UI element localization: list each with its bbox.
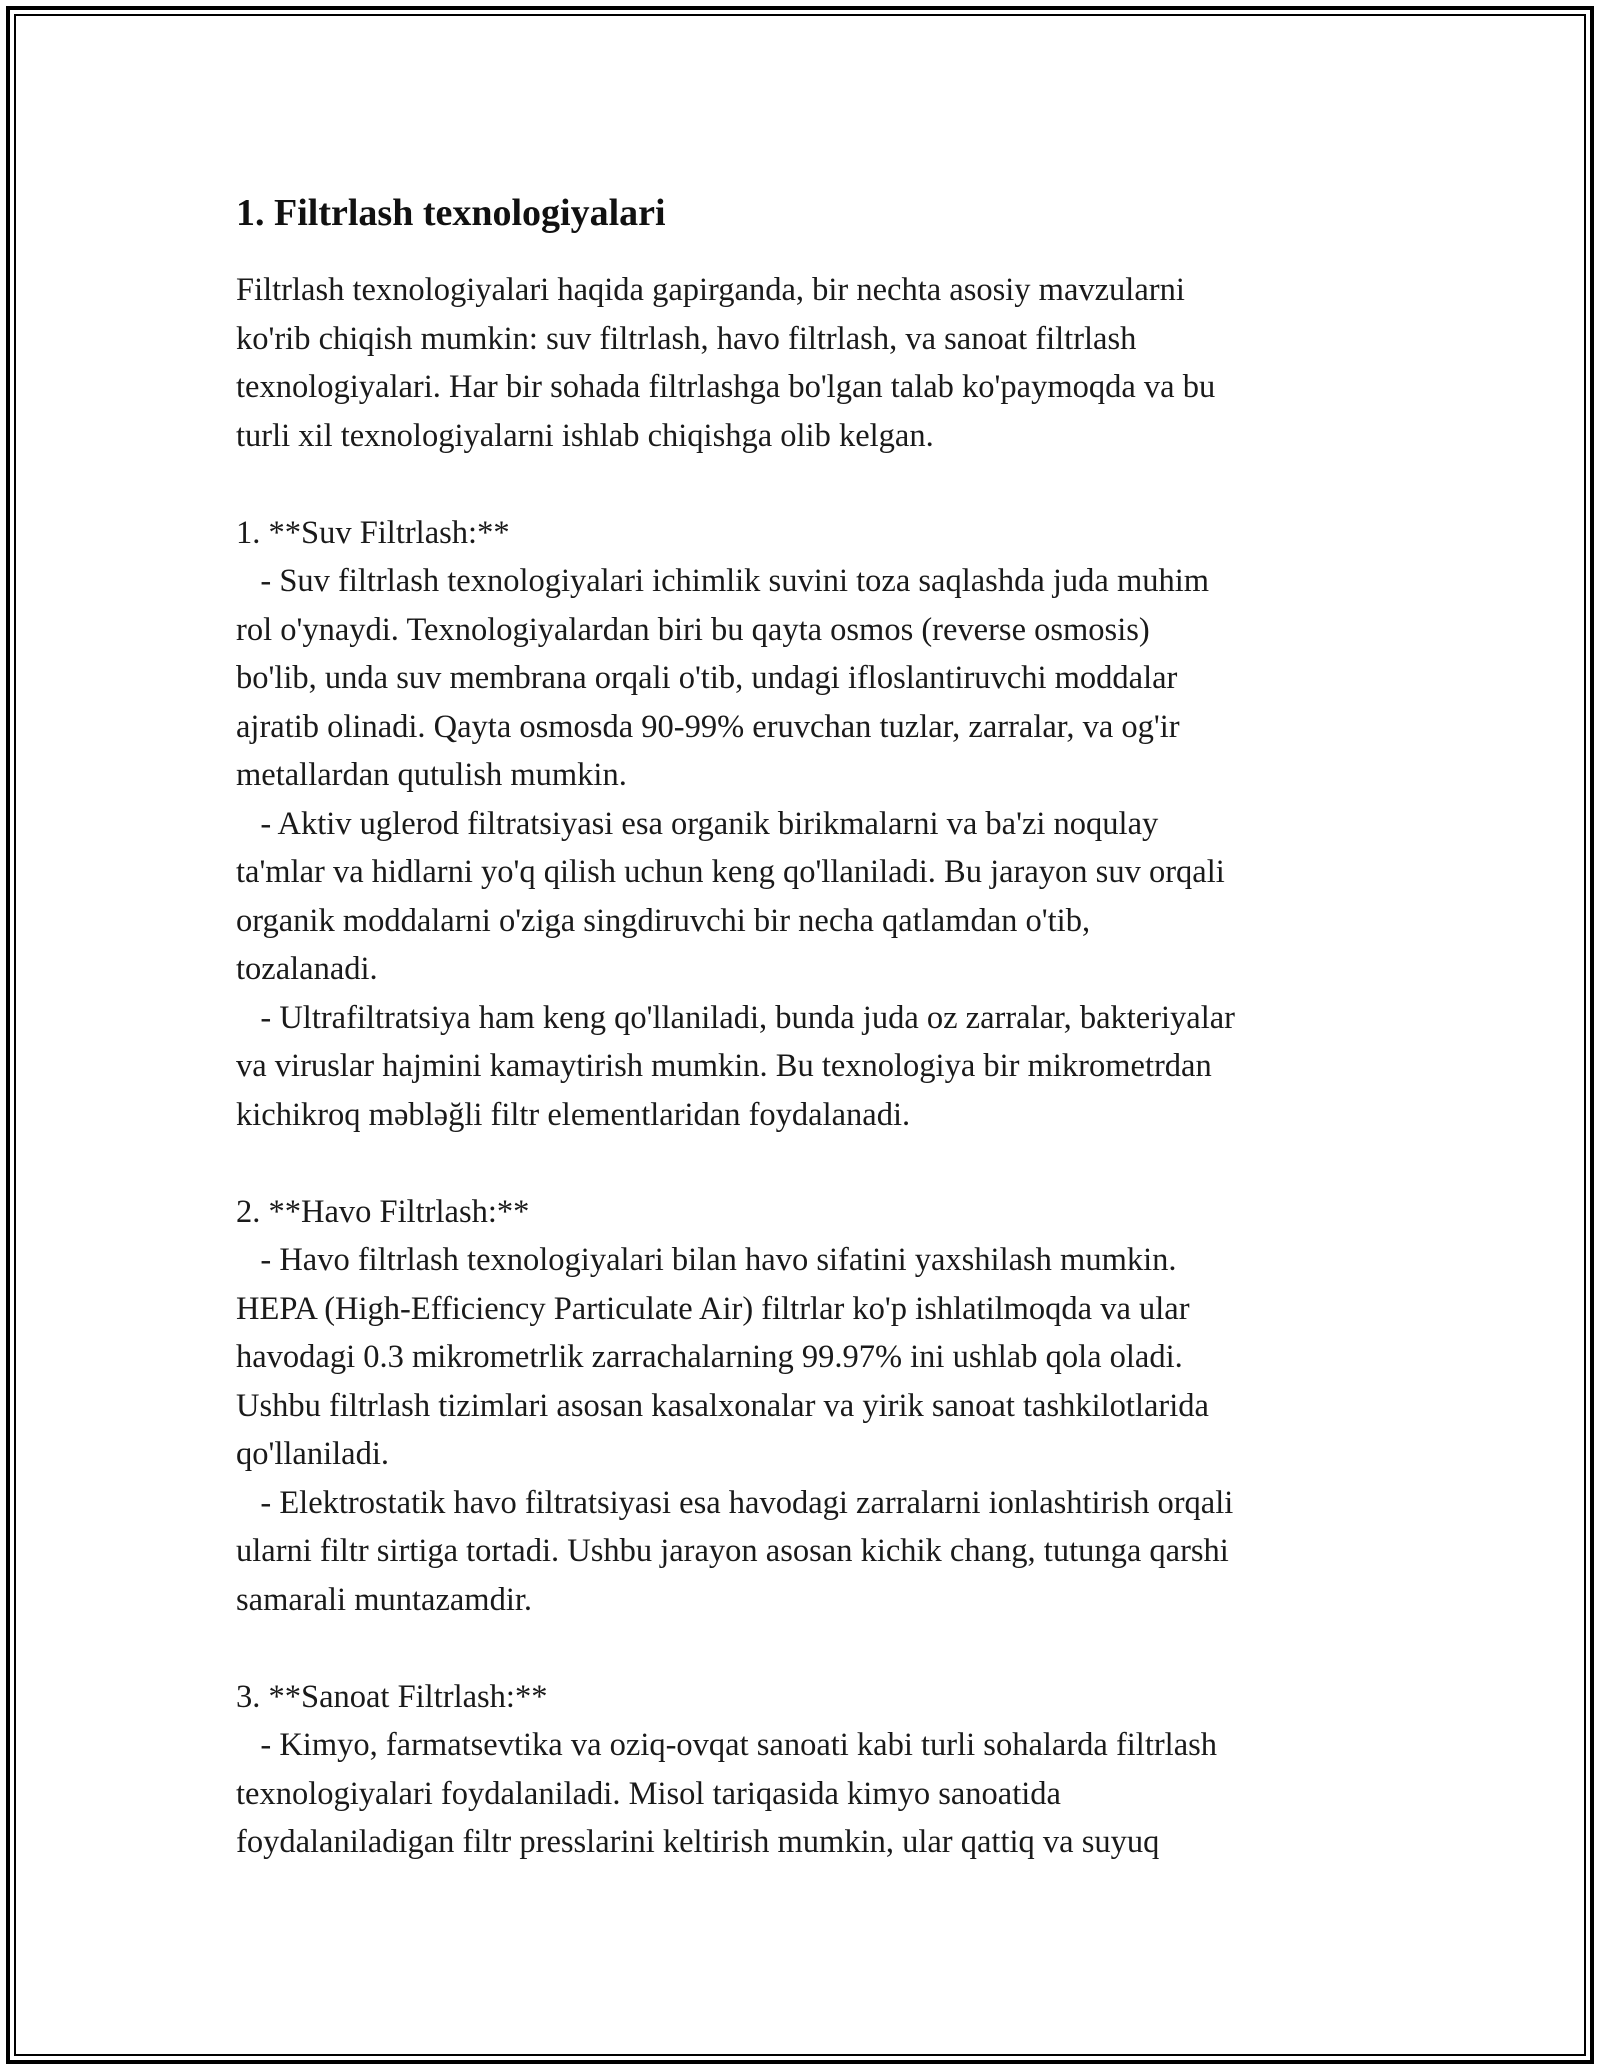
- industrial-item-filter-press: - Kimyo, farmatsevtika va oziq-ovqat sanoati kabi turli sohalarda filtrlash texnologiyalari foydalaniladi. Misol tariqasida kimyo sanoatida foydalaniladigan filtr presslarini keltirish mumkin, ular qattiq va suyuq: [236, 1727, 1218, 1860]
- subsection-title-industrial: 3. **Sanoat Filtrlash:**: [236, 1678, 548, 1715]
- air-item-electrostatic: - Elektrostatik havo filtratsiyasi esa havodagi zarralarni ionlashtirish orqali ularni filtr sirtiga tortadi. Ushbu jarayon asosan kichik chang, tutunga qarshi samarali muntazamdir.: [236, 1484, 1234, 1618]
- section-heading: 1. Filtrlash texnologiyalari: [236, 192, 666, 234]
- subsection-title-air: 2. **Havo Filtrlash:**: [236, 1193, 530, 1230]
- paragraph-gap: [236, 460, 1386, 509]
- document-page: [236, 186, 1386, 1867]
- paragraph-gap: [236, 1624, 1386, 1673]
- water-item-reverse-osmosis: - Suv filtrlash texnologiyalari ichimlik suvini toza saqlashda juda muhim rol o'ynaydi. Texnologiyalardan biri bu qayta osmos (reverse osmosis) bo'lib, unda suv membrana orqali o'tib, undagi ifloslantiruvchi moddalar ajratib olinadi. Qayta osmosda 90-99% eruvchan tuzlar, zarralar, va og'ir metallardan qutulish mumkin.: [236, 563, 1210, 793]
- water-item-ultrafiltration: - Ultrafiltratsiya ham keng qo'llaniladi, bunda juda oz zarralar, bakteriyalar va viruslar hajmini kamaytirish mumkin. Bu texnologiya bir mikrometrdan kichikroq məbləğli filtr elementlaridan foydalanadi.: [236, 999, 1236, 1133]
- subsection-title-water: 1. **Suv Filtrlash:**: [236, 514, 510, 551]
- paragraph-gap: [236, 1139, 1386, 1188]
- water-item-activated-carbon: - Aktiv uglerod filtratsiyasi esa organik birikmalarni va ba'zi noqulay ta'mlar va hidlarni yo'q qilish uchun keng qo'llaniladi. Bu jarayon suv orqali organik moddalarni o'ziga singdiruvchi bir necha qatlamdan o'tib, tozalanadi.: [236, 805, 1225, 987]
- air-item-hepa: - Havo filtrlash texnologiyalari bilan havo sifatini yaxshilash mumkin. HEPA (High-Efficiency Particulate Air) filtrlar ko'p ishlatilmoqda va ular havodagi 0.3 mikrometrlik zarrachalarning 99.97% ini ushlab qola oladi. Ushbu filtrlash tizimlari asosan kasalxonalar va yirik sanoat tashkilotlarida qo'llaniladi.: [236, 1242, 1209, 1472]
- intro-paragraph: Filtrlash texnologiyalari haqida gapirganda, bir nechta asosiy mavzularni ko'rib chiqish mumkin: suv filtrlash, havo filtrlash, va sanoat filtrlash texnologiyalari. Har bir sohada filtrlashga bo'lgan talab ko'paymoqda va bu turli xil texnologiyalarni ishlab chiqishga olib kelgan.: [236, 272, 1216, 454]
